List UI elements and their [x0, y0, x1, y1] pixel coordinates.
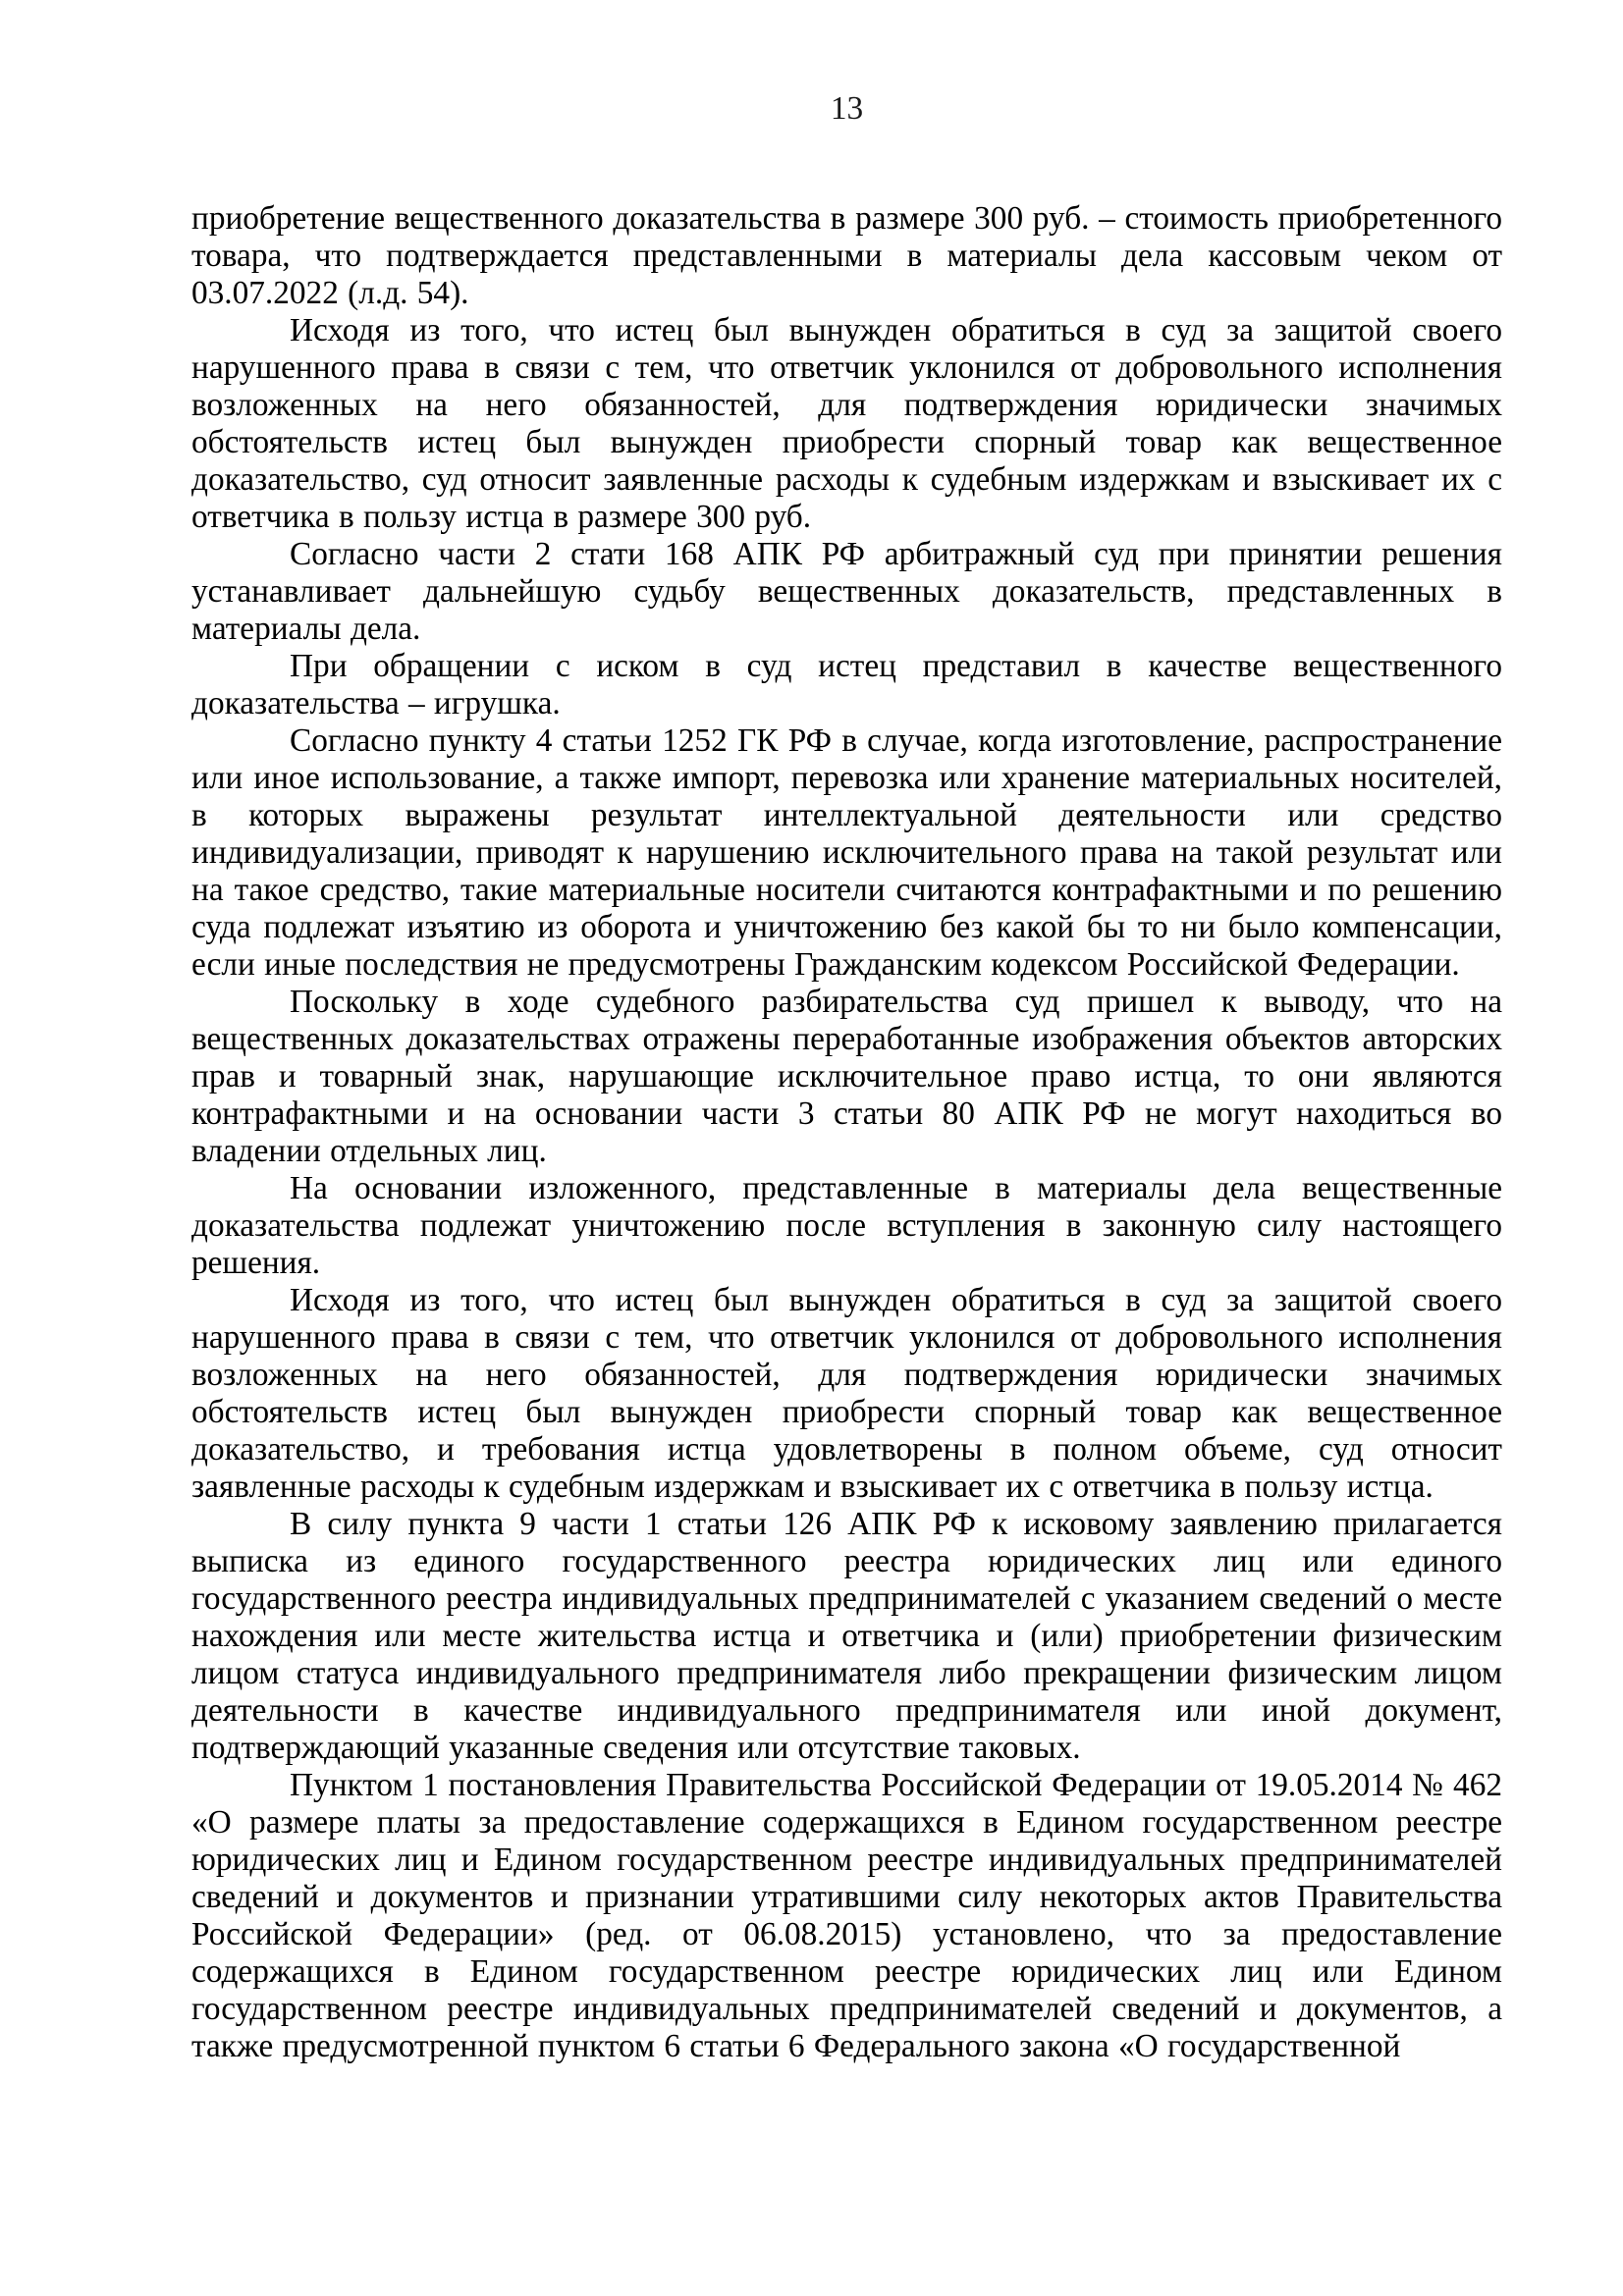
document-body-text — [191, 200, 1502, 2065]
paragraph: В силу пункта 9 части 1 статьи 126 АПК РФ к исковому заявлению прилагается выписка из единого государственного реестра юридических лиц или единого государственного реестра индивидуальных предпринимателей с указанием сведений о месте нахождения или месте жительства истца и ответчика и (или) приобретении физическим лицом статуса индивидуального предпринимателя либо прекращении физическим лицом деятельности в качестве индивидуального предпринимателя или иной документ, подтверждающий указанные сведения или отсутствие таковых. — [191, 1506, 1502, 1766]
paragraph: На основании изложенного, представленные в материалы дела вещественные доказательства подлежат уничтожению после вступления в законную силу настоящего решения. — [191, 1170, 1502, 1281]
paragraph: При обращении с иском в суд истец представил в качестве вещественного доказательства – игрушка. — [191, 648, 1502, 721]
paragraph: Исходя из того, что истец был вынужден обратиться в суд за защитой своего нарушенного права в связи с тем, что ответчик уклонился от добровольного исполнения возложенных на него обязанностей, для подтверждения юридически значимых обстоятельств истец был вынужден приобрести спорный товар как вещественное доказательство, суд относит заявленные расходы к судебным издержкам и взыскивает их с ответчика в пользу истца в размере 300 руб. — [191, 312, 1502, 535]
paragraph: приобретение вещественного доказательства в размере 300 руб. – стоимость приобретенного товара, что подтверждается представленными в материалы дела кассовым чеком от 03.07.2022 (л.д. 54). — [191, 200, 1502, 311]
paragraph: Пунктом 1 постановления Правительства Российской Федерации от 19.05.2014 № 462 «О размере платы за предоставление содержащихся в Едином государственном реестре юридических лиц и Едином государственном реестре индивидуальных предпринимателей сведений и документов и признании утратившими силу некоторых актов Правительства Российской Федерации» (ред. от 06.08.2015) установлено, что за предоставление содержащихся в Едином государственном реестре юридических лиц или Едином государственном реестре индивидуальных предпринимателей сведений и документов, а также предусмотренной пунктом 6 статьи 6 Федерального закона «О государственной — [191, 1767, 1502, 2064]
paragraph: Исходя из того, что истец был вынужден обратиться в суд за защитой своего нарушенного права в связи с тем, что ответчик уклонился от добровольного исполнения возложенных на него обязанностей, для подтверждения юридически значимых обстоятельств истец был вынужден приобрести спорный товар как вещественное доказательство, и требования истца удовлетворены в полном объеме, суд относит заявленные расходы к судебным издержкам и взыскивает их с ответчика в пользу истца. — [191, 1282, 1502, 1505]
paragraph: Согласно части 2 стати 168 АПК РФ арбитражный суд при принятии решения устанавливает дальнейшую судьбу вещественных доказательств, представленных в материалы дела. — [191, 536, 1502, 647]
paragraph: Согласно пункту 4 статьи 1252 ГК РФ в случае, когда изготовление, распространение или иное использование, а также импорт, перевозка или хранение материальных носителей, в которых выражены результат интеллектуальной деятельности или средство индивидуализации, приводят к нарушению исключительного права на такой результат или на такое средство, такие материальные носители считаются контрафактными и по решению суда подлежат изъятию из оборота и уничтожению без какой бы то ни было компенсации, если иные последствия не предусмотрены Гражданским кодексом Российской Федерации. — [191, 722, 1502, 983]
page-number: 13 — [830, 90, 864, 127]
paragraph: Поскольку в ходе судебного разбирательства суд пришел к выводу, что на вещественных доказательствах отражены переработанные изображения объектов авторских прав и товарный знак, нарушающие исключительное право истца, то они являются контрафактными и на основании части 3 статьи 80 АПК РФ не могут находиться во владении отдельных лиц. — [191, 984, 1502, 1169]
